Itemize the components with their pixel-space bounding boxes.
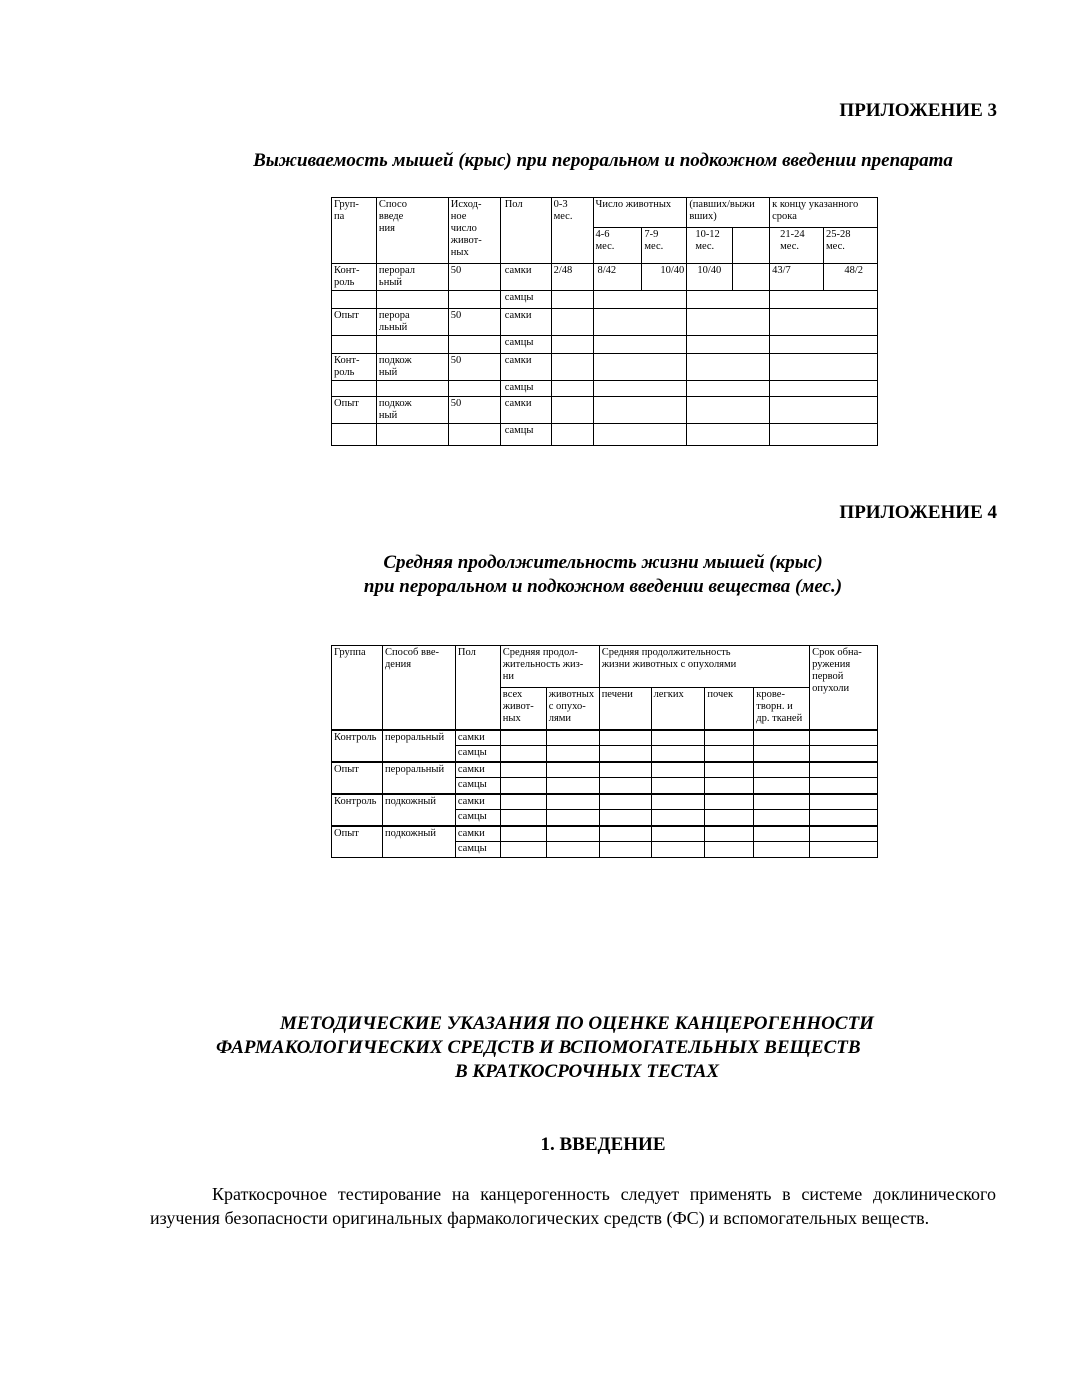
header-4-6: 4-6 мес. [593,228,642,264]
header-liver: печени [599,688,651,730]
header-group: Группа [332,646,383,730]
table-row: самцы [332,778,878,794]
header-7-9: 7-9 мес. [642,228,687,264]
header-first-detection: Срок обна- ружения первой опухоли [810,646,878,730]
header-with-tumors: животных с опухо- лями [546,688,599,730]
header-10-12: 10-12 мес. [687,228,733,264]
methodology-title-line2: ФАРМАКОЛОГИЧЕСКИХ СРЕДСТВ И ВСПОМОГАТЕЛЬНЫХ ВЕЩЕСТВ [216,1037,861,1058]
appendix-4-title-line2: при пероральном и подкожном введении вещества (мес.) [363,576,843,597]
header-25-28: 25-28 мес. [824,228,878,264]
table-row: Опыт перора льный 50 самки [332,309,878,336]
survival-table [331,197,878,446]
header-empty [733,228,770,264]
appendix-3-title: Выживаемость мышей (крыс) при пероральном и подкожном введении препарата [253,150,953,171]
appendix-3-heading: ПРИЛОЖЕНИЕ 3 [839,100,997,121]
header-0-3: 0-3 мес. [551,198,593,264]
header-avg-tumor-life: Средняя продолжительность жизни животных с опухолями [599,646,809,688]
table-row: самцы [332,842,878,858]
header-kidneys: почек [705,688,754,730]
methodology-title-line3: В КРАТКОСРОЧНЫХ ТЕСТАХ [455,1061,720,1082]
header-method: Способ вве- дения [382,646,455,730]
methodology-title-line1: МЕТОДИЧЕСКИЕ УКАЗАНИЯ ПО ОЦЕНКЕ КАНЦЕРОГЕННОСТИ [280,1013,874,1034]
table-row: самцы [332,336,878,354]
introduction-paragraph: Краткосрочное тестирование на канцерогенность следует применять в системе доклинического изучения безопасности оригинальных фармакологических средств (ФС) и вспомогательных веществ. [150,1184,996,1228]
table-row: Опыт подкожный самки [332,826,878,842]
table-row: Контроль пероральный самки [332,730,878,746]
header-initial-count: Исход- ное число живот- ных [448,198,500,264]
header-lungs: легких [651,688,705,730]
header-count-a: Число животных [593,198,687,228]
header-sex: Пол [455,646,500,730]
header-sex: Пол [500,198,551,264]
header-method: Спосо введе ния [376,198,448,264]
header-all-animals: всех живот- ных [500,688,546,730]
appendix-4-heading: ПРИЛОЖЕНИЕ 4 [839,502,997,523]
header-count-b: (павших/выжи вших) [687,198,770,228]
table-row: самцы [332,746,878,762]
header-blood: крове- творн. и др. тканей [754,688,810,730]
appendix-4-title-line1: Средняя продолжительность жизни мышей (крыс) [383,552,823,573]
table-row: самцы [332,424,878,446]
header-21-24: 21-24 мес. [770,228,824,264]
header-avg-life: Средняя продол- жительность жиз- ни [500,646,599,688]
header-group: Груп- па [332,198,377,264]
methodology-title [150,1012,1010,1084]
table-row: Опыт подкож ный 50 самки [332,397,878,424]
section-heading-introduction: 1. ВВЕДЕНИЕ [540,1134,666,1155]
table-row: Конт- роль перорал ьный 50 самки 2/48 8/42 10/40 10/40 43/7 48/2 [332,264,878,291]
header-count-c: к концу указанного срока [770,198,878,228]
table-row: самцы [332,810,878,826]
table-row: Контроль подкожный самки [332,794,878,810]
life-expectancy-table [331,645,878,858]
table-row: Опыт пероральный самки [332,762,878,778]
table-row: Конт- роль подкож ный 50 самки [332,354,878,381]
table-row: самцы [332,291,878,309]
table-row: самцы [332,381,878,397]
appendix-4-title [150,551,1056,599]
